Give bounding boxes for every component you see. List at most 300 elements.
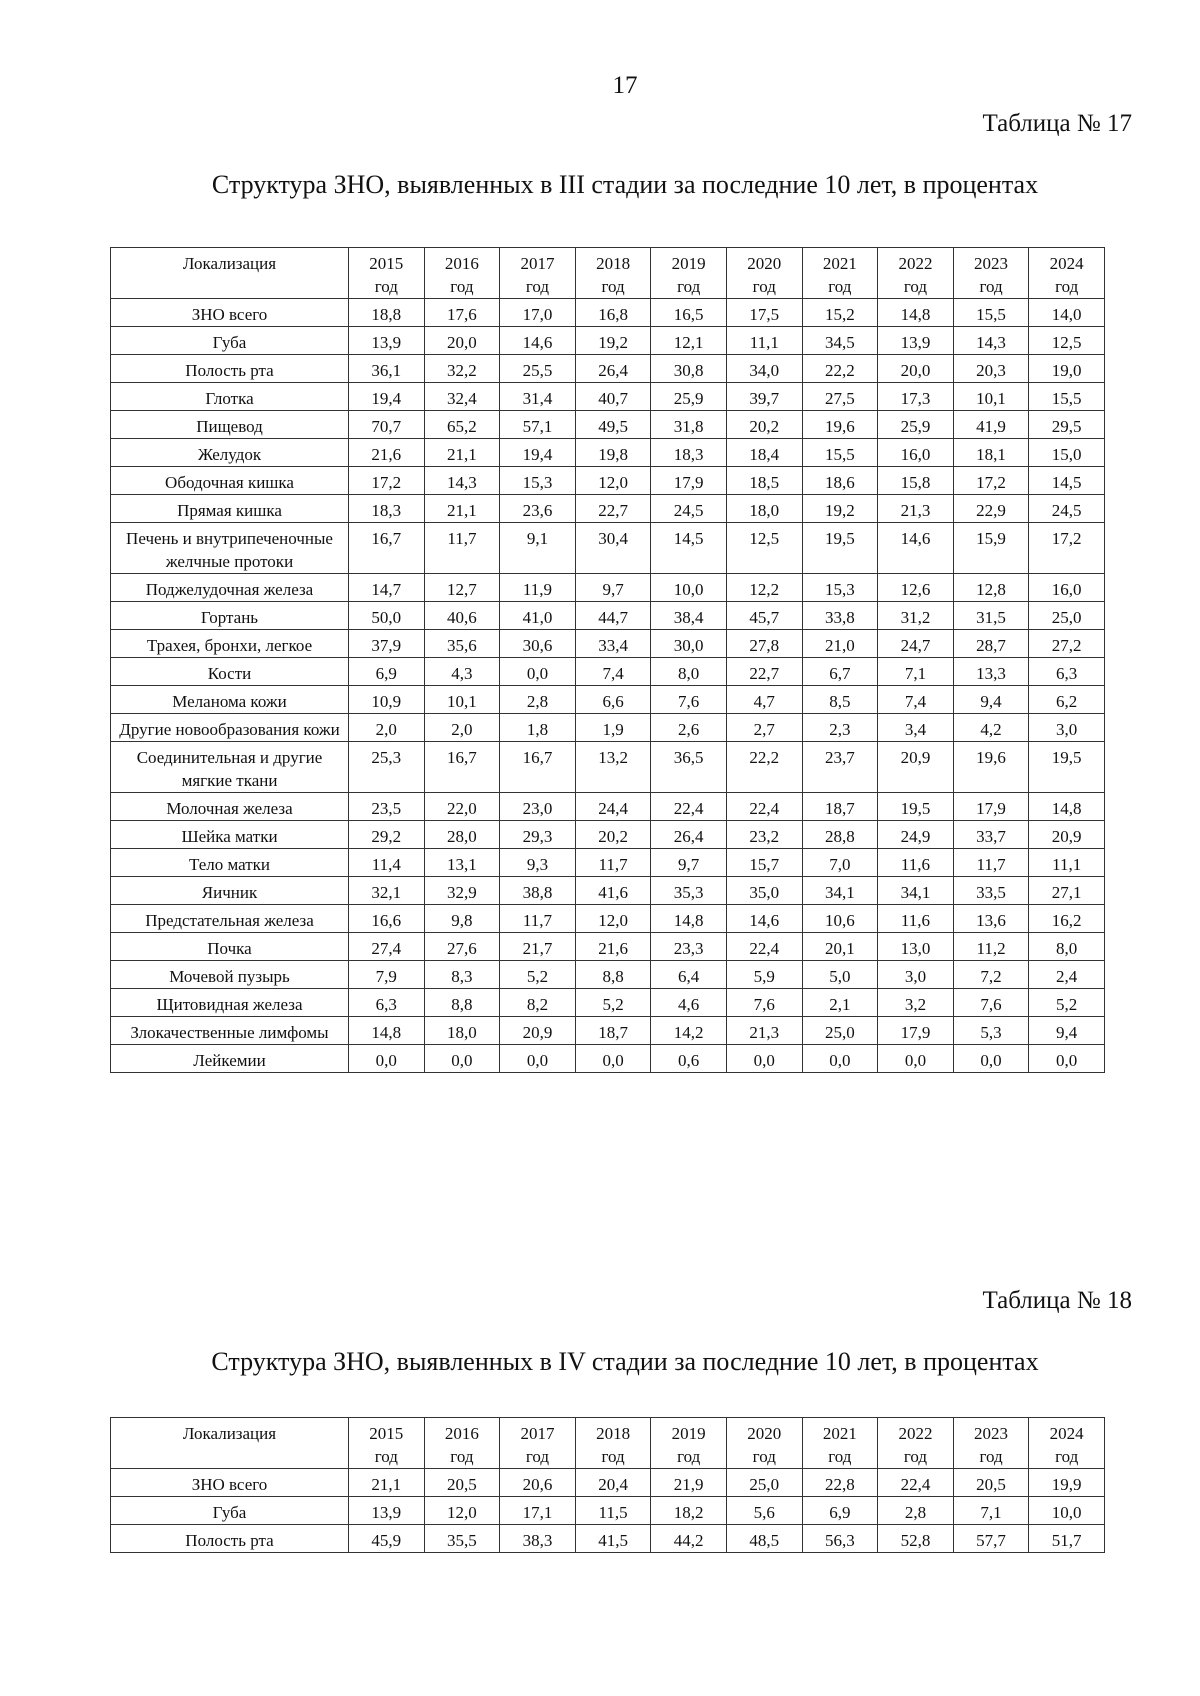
header-year-unit: год	[374, 1447, 398, 1466]
row-value: 17,6	[424, 299, 500, 327]
row-value: 5,0	[802, 961, 878, 989]
row-value: 9,8	[424, 905, 500, 933]
row-value: 22,2	[726, 742, 802, 793]
row-value: 18,1	[953, 439, 1029, 467]
table-row	[111, 1525, 1105, 1553]
row-localization: Почка	[111, 933, 349, 961]
header-year-value: 2021	[822, 254, 857, 273]
row-value: 25,0	[1029, 602, 1105, 630]
row-value: 2,4	[1029, 961, 1105, 989]
row-value: 11,7	[953, 849, 1029, 877]
row-value: 33,8	[802, 602, 878, 630]
row-value: 2,1	[802, 989, 878, 1017]
row-value: 18,2	[651, 1497, 727, 1525]
row-value: 65,2	[424, 411, 500, 439]
row-value: 14,5	[1029, 467, 1105, 495]
table-row	[111, 299, 1105, 327]
row-value: 19,5	[1029, 742, 1105, 793]
header-year-unit: год	[903, 277, 928, 296]
row-value: 34,5	[802, 327, 878, 355]
row-value: 0,0	[349, 1045, 425, 1073]
row-value: 14,8	[651, 905, 727, 933]
row-value: 0,0	[1029, 1045, 1105, 1073]
row-value: 39,7	[726, 383, 802, 411]
row-value: 25,9	[651, 383, 727, 411]
row-value: 12,5	[726, 523, 802, 574]
row-value: 27,4	[349, 933, 425, 961]
row-value: 11,6	[878, 905, 954, 933]
header-year	[802, 248, 878, 299]
row-value: 27,5	[802, 383, 878, 411]
row-value: 14,0	[1029, 299, 1105, 327]
header-year-unit: год	[1055, 1447, 1079, 1466]
row-value: 24,9	[878, 821, 954, 849]
row-value: 7,6	[651, 686, 727, 714]
row-value: 29,5	[1029, 411, 1105, 439]
row-value: 16,2	[1029, 905, 1105, 933]
row-value: 20,5	[953, 1469, 1029, 1497]
row-localization: ЗНО всего	[111, 1469, 349, 1497]
table-header-row	[111, 1418, 1105, 1469]
row-value: 2,0	[424, 714, 500, 742]
row-localization: Кости	[111, 658, 349, 686]
row-value: 20,2	[726, 411, 802, 439]
row-value: 6,7	[802, 658, 878, 686]
row-value: 15,7	[726, 849, 802, 877]
row-value: 38,3	[500, 1525, 576, 1553]
row-localization: Губа	[111, 1497, 349, 1525]
row-value: 41,6	[575, 877, 651, 905]
row-value: 24,5	[1029, 495, 1105, 523]
row-value: 24,4	[575, 793, 651, 821]
row-value: 7,4	[575, 658, 651, 686]
row-value: 50,0	[349, 602, 425, 630]
row-value: 21,1	[424, 495, 500, 523]
header-year	[878, 1418, 954, 1469]
row-value: 14,5	[651, 523, 727, 574]
row-value: 33,7	[953, 821, 1029, 849]
row-value: 21,6	[575, 933, 651, 961]
row-value: 24,7	[878, 630, 954, 658]
header-year	[1029, 248, 1105, 299]
row-value: 29,3	[500, 821, 576, 849]
header-year-unit: год	[601, 1447, 625, 1466]
row-value: 12,1	[651, 327, 727, 355]
header-year-value: 2016	[444, 254, 479, 273]
row-localization: Полость рта	[111, 355, 349, 383]
header-year	[651, 1418, 727, 1469]
row-value: 19,6	[802, 411, 878, 439]
row-value: 35,5	[424, 1525, 500, 1553]
row-value: 18,3	[349, 495, 425, 523]
row-value: 28,0	[424, 821, 500, 849]
page-number: 17	[612, 72, 638, 99]
row-value: 17,2	[1029, 523, 1105, 574]
row-value: 18,7	[575, 1017, 651, 1045]
header-year	[1029, 1418, 1105, 1469]
row-value: 21,1	[349, 1469, 425, 1497]
row-value: 19,6	[953, 742, 1029, 793]
row-value: 3,0	[1029, 714, 1105, 742]
row-value: 3,0	[878, 961, 954, 989]
row-value: 13,0	[878, 933, 954, 961]
row-value: 33,5	[953, 877, 1029, 905]
table-row	[111, 574, 1105, 602]
row-value: 15,9	[953, 523, 1029, 574]
table-row	[111, 961, 1105, 989]
row-value: 0,0	[726, 1045, 802, 1073]
row-value: 20,3	[953, 355, 1029, 383]
row-value: 28,7	[953, 630, 1029, 658]
row-value: 4,6	[651, 989, 727, 1017]
row-value: 37,9	[349, 630, 425, 658]
row-value: 7,0	[802, 849, 878, 877]
row-localization: Глотка	[111, 383, 349, 411]
table-row	[111, 989, 1105, 1017]
row-value: 2,3	[802, 714, 878, 742]
row-value: 25,0	[726, 1469, 802, 1497]
row-value: 9,1	[500, 523, 576, 574]
row-value: 14,8	[878, 299, 954, 327]
row-value: 7,4	[878, 686, 954, 714]
row-localization: Печень и внутрипеченочные желчные протоки	[111, 523, 349, 574]
row-value: 9,4	[953, 686, 1029, 714]
row-value: 11,1	[726, 327, 802, 355]
row-value: 18,5	[726, 467, 802, 495]
row-value: 12,8	[953, 574, 1029, 602]
row-value: 1,9	[575, 714, 651, 742]
row-value: 25,9	[878, 411, 954, 439]
header-year-unit: год	[979, 277, 1003, 296]
row-localization: Предстательная железа	[111, 905, 349, 933]
row-value: 20,0	[878, 355, 954, 383]
row-value: 11,4	[349, 849, 425, 877]
header-year-value: 2019	[671, 254, 706, 273]
row-value: 6,9	[802, 1497, 878, 1525]
row-value: 57,1	[500, 411, 576, 439]
header-year-unit: год	[752, 1447, 776, 1466]
row-value: 5,2	[1029, 989, 1105, 1017]
header-year-value: 2016	[444, 1424, 479, 1443]
row-value: 21,1	[424, 439, 500, 467]
table-row	[111, 1469, 1105, 1497]
header-year-unit: год	[374, 277, 398, 296]
row-value: 45,9	[349, 1525, 425, 1553]
row-value: 15,3	[802, 574, 878, 602]
row-value: 15,5	[1029, 383, 1105, 411]
table-row	[111, 714, 1105, 742]
table-row	[111, 1045, 1105, 1073]
row-value: 16,5	[651, 299, 727, 327]
row-value: 25,3	[349, 742, 425, 793]
row-value: 19,4	[349, 383, 425, 411]
header-year	[575, 248, 651, 299]
row-value: 23,7	[802, 742, 878, 793]
table-header-row	[111, 248, 1105, 299]
header-year	[651, 248, 727, 299]
row-value: 17,9	[878, 1017, 954, 1045]
header-year-unit: год	[677, 277, 701, 296]
row-value: 18,0	[726, 495, 802, 523]
header-year-unit: год	[752, 277, 776, 296]
row-value: 6,4	[651, 961, 727, 989]
header-year-unit: год	[979, 1447, 1003, 1466]
row-value: 10,0	[1029, 1497, 1105, 1525]
header-year-unit: год	[450, 1447, 474, 1466]
row-value: 22,7	[726, 658, 802, 686]
header-year-value: 2018	[596, 254, 631, 273]
row-value: 8,8	[424, 989, 500, 1017]
row-value: 34,1	[802, 877, 878, 905]
row-value: 4,2	[953, 714, 1029, 742]
row-value: 20,4	[575, 1469, 651, 1497]
row-value: 20,6	[500, 1469, 576, 1497]
table-row	[111, 439, 1105, 467]
row-value: 22,4	[651, 793, 727, 821]
row-value: 16,7	[500, 742, 576, 793]
header-year-value: 2020	[747, 1424, 782, 1443]
table-row	[111, 742, 1105, 793]
table-row	[111, 933, 1105, 961]
row-value: 18,6	[802, 467, 878, 495]
row-value: 32,4	[424, 383, 500, 411]
row-value: 5,2	[500, 961, 576, 989]
row-value: 5,2	[575, 989, 651, 1017]
row-value: 2,6	[651, 714, 727, 742]
row-value: 22,0	[424, 793, 500, 821]
row-value: 22,4	[878, 1469, 954, 1497]
row-value: 22,2	[802, 355, 878, 383]
header-year	[802, 1418, 878, 1469]
row-value: 40,6	[424, 602, 500, 630]
row-value: 0,0	[575, 1045, 651, 1073]
row-value: 21,7	[500, 933, 576, 961]
row-value: 19,4	[500, 439, 576, 467]
row-value: 52,8	[878, 1525, 954, 1553]
row-value: 41,0	[500, 602, 576, 630]
row-value: 27,6	[424, 933, 500, 961]
header-year-value: 2017	[520, 1424, 555, 1443]
row-value: 7,9	[349, 961, 425, 989]
row-value: 20,2	[575, 821, 651, 849]
row-value: 9,7	[575, 574, 651, 602]
row-value: 21,0	[802, 630, 878, 658]
header-year	[500, 248, 576, 299]
header-year	[424, 1418, 500, 1469]
header-year-unit: год	[1055, 277, 1079, 296]
row-localization: Шейка матки	[111, 821, 349, 849]
row-localization: Меланома кожи	[111, 686, 349, 714]
row-value: 16,0	[1029, 574, 1105, 602]
row-localization: Лейкемии	[111, 1045, 349, 1073]
row-value: 14,8	[349, 1017, 425, 1045]
row-localization: Поджелудочная железа	[111, 574, 349, 602]
row-value: 28,8	[802, 821, 878, 849]
header-year-value: 2024	[1049, 254, 1084, 273]
row-value: 11,2	[953, 933, 1029, 961]
row-value: 19,2	[575, 327, 651, 355]
row-value: 26,4	[651, 821, 727, 849]
row-value: 7,6	[953, 989, 1029, 1017]
row-value: 14,7	[349, 574, 425, 602]
row-value: 22,8	[802, 1469, 878, 1497]
table-row	[111, 877, 1105, 905]
row-value: 45,7	[726, 602, 802, 630]
row-value: 19,8	[575, 439, 651, 467]
row-value: 11,1	[1029, 849, 1105, 877]
row-value: 10,0	[651, 574, 727, 602]
header-year-value: 2023	[974, 1424, 1009, 1443]
row-value: 16,0	[878, 439, 954, 467]
row-localization: ЗНО всего	[111, 299, 349, 327]
table-row	[111, 495, 1105, 523]
row-value: 10,1	[953, 383, 1029, 411]
row-value: 20,9	[878, 742, 954, 793]
row-value: 11,7	[424, 523, 500, 574]
row-value: 12,0	[424, 1497, 500, 1525]
row-value: 0,0	[500, 658, 576, 686]
row-value: 0,0	[500, 1045, 576, 1073]
header-year	[500, 1418, 576, 1469]
row-value: 13,9	[878, 327, 954, 355]
row-value: 12,0	[575, 467, 651, 495]
header-year	[424, 248, 500, 299]
row-value: 8,3	[424, 961, 500, 989]
row-value: 15,3	[500, 467, 576, 495]
row-value: 21,3	[726, 1017, 802, 1045]
row-value: 44,2	[651, 1525, 727, 1553]
header-year-unit: год	[677, 1447, 701, 1466]
table-18-title: Структура ЗНО, выявленных в IV стадии за последние 10 лет, в процентах	[211, 1347, 1039, 1376]
row-value: 18,0	[424, 1017, 500, 1045]
row-value: 15,5	[802, 439, 878, 467]
row-value: 12,5	[1029, 327, 1105, 355]
row-value: 6,3	[349, 989, 425, 1017]
row-value: 23,0	[500, 793, 576, 821]
row-value: 13,1	[424, 849, 500, 877]
table-row	[111, 821, 1105, 849]
row-value: 30,8	[651, 355, 727, 383]
row-value: 2,8	[500, 686, 576, 714]
row-value: 7,1	[953, 1497, 1029, 1525]
header-year-value: 2022	[898, 1424, 933, 1443]
table-row	[111, 523, 1105, 574]
row-value: 24,5	[651, 495, 727, 523]
row-localization: Желудок	[111, 439, 349, 467]
table-row	[111, 630, 1105, 658]
row-value: 35,3	[651, 877, 727, 905]
row-value: 14,8	[1029, 793, 1105, 821]
row-value: 18,3	[651, 439, 727, 467]
row-value: 23,6	[500, 495, 576, 523]
row-localization: Щитовидная железа	[111, 989, 349, 1017]
table-row	[111, 327, 1105, 355]
row-value: 31,2	[878, 602, 954, 630]
row-value: 8,0	[651, 658, 727, 686]
row-localization: Тело матки	[111, 849, 349, 877]
row-value: 12,6	[878, 574, 954, 602]
header-year-unit: год	[525, 1447, 550, 1466]
row-value: 7,1	[878, 658, 954, 686]
row-value: 12,7	[424, 574, 500, 602]
table-row	[111, 849, 1105, 877]
row-value: 44,7	[575, 602, 651, 630]
row-value: 6,9	[349, 658, 425, 686]
row-value: 38,8	[500, 877, 576, 905]
row-value: 25,5	[500, 355, 576, 383]
row-value: 41,9	[953, 411, 1029, 439]
row-value: 2,7	[726, 714, 802, 742]
row-value: 6,3	[1029, 658, 1105, 686]
row-value: 13,9	[349, 1497, 425, 1525]
row-value: 19,0	[1029, 355, 1105, 383]
row-value: 35,6	[424, 630, 500, 658]
row-value: 22,4	[726, 933, 802, 961]
row-value: 70,7	[349, 411, 425, 439]
row-value: 25,0	[802, 1017, 878, 1045]
header-year-value: 2023	[974, 254, 1009, 273]
row-value: 11,6	[878, 849, 954, 877]
header-year	[953, 1418, 1029, 1469]
row-value: 30,0	[651, 630, 727, 658]
header-year-unit: год	[525, 277, 550, 296]
header-year	[726, 1418, 802, 1469]
row-value: 15,8	[878, 467, 954, 495]
row-value: 27,1	[1029, 877, 1105, 905]
row-value: 9,4	[1029, 1017, 1105, 1045]
row-value: 22,4	[726, 793, 802, 821]
row-value: 20,0	[424, 327, 500, 355]
row-value: 19,5	[878, 793, 954, 821]
row-value: 22,7	[575, 495, 651, 523]
row-value: 32,2	[424, 355, 500, 383]
row-value: 11,5	[575, 1497, 651, 1525]
row-value: 4,7	[726, 686, 802, 714]
row-value: 38,4	[651, 602, 727, 630]
table-row	[111, 658, 1105, 686]
row-value: 18,8	[349, 299, 425, 327]
row-value: 10,9	[349, 686, 425, 714]
row-localization: Губа	[111, 327, 349, 355]
header-year-value: 2015	[369, 254, 404, 273]
row-value: 3,4	[878, 714, 954, 742]
row-value: 0,0	[953, 1045, 1029, 1073]
row-value: 56,3	[802, 1525, 878, 1553]
table-row	[111, 602, 1105, 630]
header-year	[953, 248, 1029, 299]
row-value: 13,3	[953, 658, 1029, 686]
row-value: 5,6	[726, 1497, 802, 1525]
header-year	[726, 248, 802, 299]
row-value: 9,7	[651, 849, 727, 877]
row-value: 11,9	[500, 574, 576, 602]
row-value: 31,5	[953, 602, 1029, 630]
row-value: 14,6	[500, 327, 576, 355]
row-value: 13,2	[575, 742, 651, 793]
row-value: 14,3	[953, 327, 1029, 355]
row-value: 2,0	[349, 714, 425, 742]
row-value: 8,5	[802, 686, 878, 714]
header-localization: Локализация	[111, 248, 349, 299]
table-row	[111, 793, 1105, 821]
row-value: 21,9	[651, 1469, 727, 1497]
row-value: 19,9	[1029, 1469, 1105, 1497]
row-value: 13,9	[349, 327, 425, 355]
row-value: 16,7	[349, 523, 425, 574]
row-value: 8,8	[575, 961, 651, 989]
row-value: 17,9	[953, 793, 1029, 821]
row-value: 15,2	[802, 299, 878, 327]
